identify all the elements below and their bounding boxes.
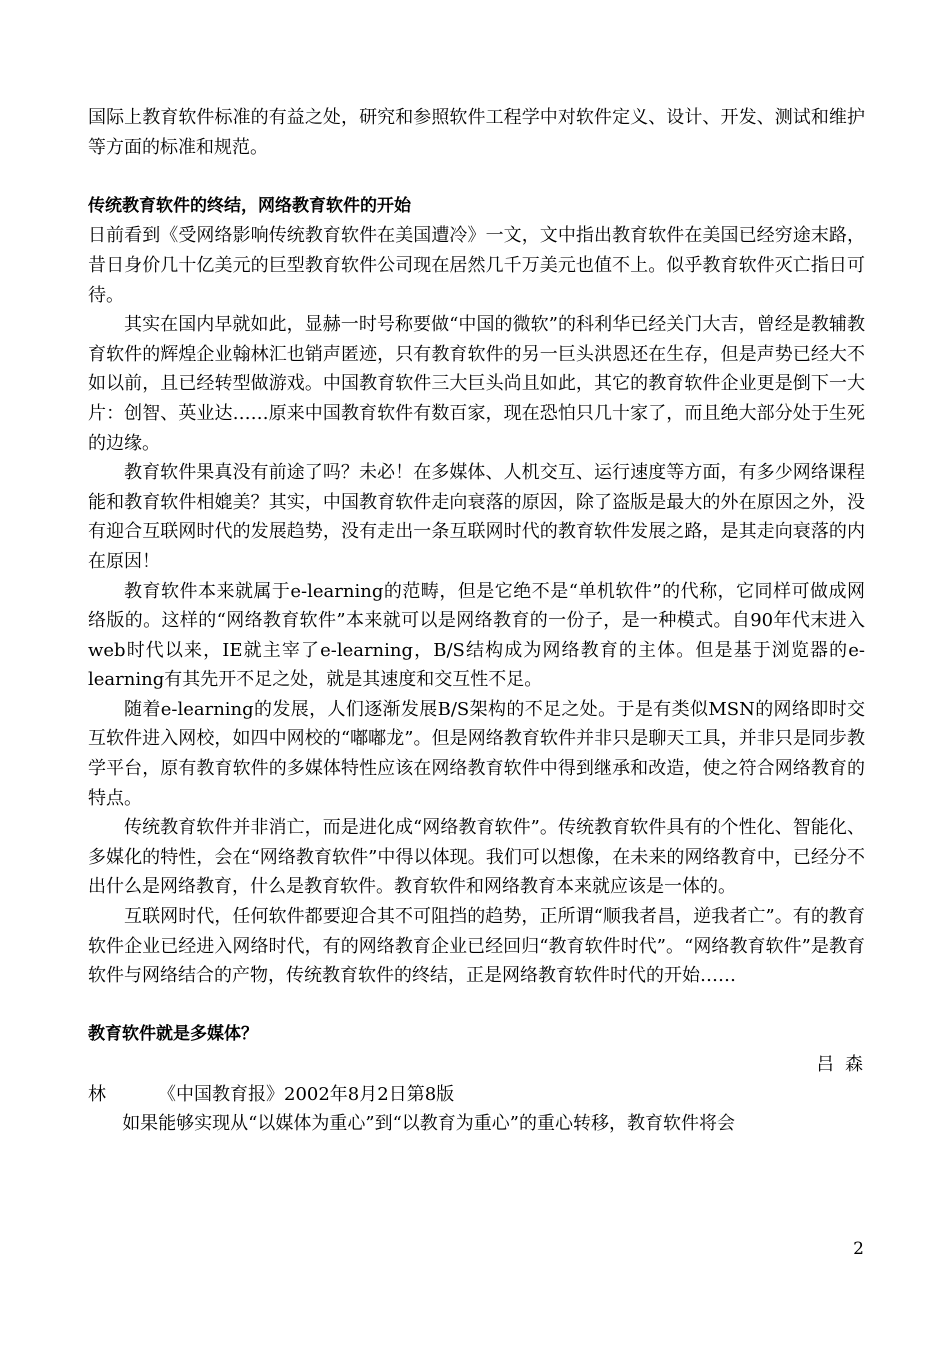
page-content	[88, 103, 874, 1139]
article-author-part2: 林	[88, 1083, 106, 1105]
section1-paragraph: 传统教育软件并非消亡，而是进化成“网络教育软件”。传统教育软件具有的个性化、智能化、多媒化的特性，会在“网络教育软件”中得以体现。我们可以想像，在未来的网络教育中，已经分不出什么是网络教育，什么是教育软件。教育软件和网络教育本来就应该是一体的。	[88, 817, 865, 898]
section1-paragraph: 互联网时代，任何软件都要迎合其不可阻挡的趋势，正所谓“顺我者昌，逆我者亡”。有的教育软件企业已经进入网络时代，有的网络教育企业已经回归“教育软件时代”。“网络教育软件”是教育软件与网络结合的产物，传统教育软件的终结，正是网络教育软件时代的开始……	[88, 906, 865, 987]
section1-paragraph: 其实在国内早就如此，显赫一时号称要做“中国的微软”的科利华已经关门大吉，曾经是教辅教育软件的辉煌企业翰林汇也销声匿迹，只有教育软件的另一巨头洪恩还在生存，但是声势已经大不如以前，且已经转型做游戏。中国教育软件三大巨头尚且如此，其它的教育软件企业更是倒下一大片：创智、英业达……原来中国教育软件有数百家，现在恐怕只几十家了，而且绝大部分处于生死的边缘。	[88, 314, 865, 454]
article-author-part1: 吕森	[816, 1054, 874, 1075]
section-heading-multimedia: 教育软件就是多媒体？	[88, 1024, 258, 1045]
section1-paragraph: 教育软件果真没有前途了吗？未必！在多媒体、人机交互、运行速度等方面，有多少网络课程能和教育软件相媲美？其实，中国教育软件走向衰落的原因，除了盗版是最大的外在原因之外，没有迎合互联网时代的发展趋势，没有走出一条互联网时代的教育软件发展之路，是其走向衰落的内在原因！	[88, 462, 865, 572]
section1-paragraph: 随着e-learning的发展，人们逐渐发展B/S架构的不足之处。于是有类似MSN的网络即时交互软件进入网校，如四中网校的“嘟嘟龙”。但是网络教育软件并非只是聊天工具，并非只是同步教学平台，原有教育软件的多媒体特性应该在网络教育软件中得到继承和改造，使之符合网络教育的特点。	[88, 698, 865, 809]
intro-paragraph: 国际上教育软件标准的有益之处，研究和参照软件工程学中对软件定义、设计、开发、测试和维护等方面的标准和规范。	[88, 107, 865, 158]
page-number: 2	[853, 1239, 864, 1259]
section2-opening-line: 如果能够实现从“以媒体为重心”到“以教育为重心”的重心转移，教育软件将会	[122, 1113, 735, 1135]
section1-paragraph: 教育软件本来就属于e-learning的范畴，但是它绝不是“单机软件”的代称，它同样可做成网络版的。这样的“网络教育软件”本来就可以是网络教育的一份子，是一种模式。自90年代末进入web时代以来，IE就主宰了e-learning，B/S结构成为网络教育的主体。但是基于浏览器的e-learning有其先开不足之处，就是其速度和交互性不足。	[88, 580, 865, 691]
section1-lead-paragraph: 日前看到《受网络影响传统教育软件在美国遭冷》一文，文中指出教育软件在美国已经穷途末路，昔日身价几十亿美元的巨型教育软件公司现在居然几千万美元也值不上。似乎教育软件灭亡指日可待。	[88, 225, 865, 306]
article-source: 《中国教育报》2002年8月2日第8版	[158, 1083, 455, 1105]
section-heading-end-of-traditional: 传统教育软件的终结，网络教育软件的开始	[88, 195, 411, 216]
article-byline	[88, 1080, 865, 1110]
